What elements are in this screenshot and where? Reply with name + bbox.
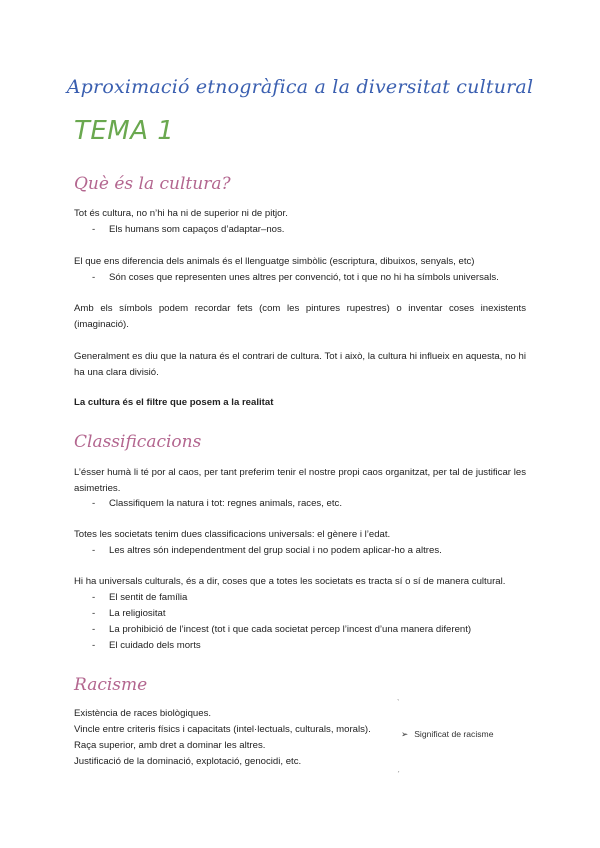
- arrow-icon: ➢: [401, 729, 409, 739]
- section-heading-cultura: Què és la cultura?: [74, 174, 231, 194]
- bullet-text: La prohibició de l’incest (tot i que cada societat percep l’incest d’una manera diferent): [109, 624, 472, 635]
- bullet-dash: -: [92, 640, 96, 651]
- bullet-item: [92, 222, 526, 238]
- document-title: Aproximació etnogràfica a la diversitat cultural: [66, 76, 534, 98]
- paragraph: Tot és cultura, no n’hi ha ni de superior ni de pitjor.: [74, 208, 288, 219]
- paragraph: Amb els símbols podem recordar fets (com les pintures rupestres) o inventar coses inexistents (imaginació).: [74, 303, 526, 330]
- paragraph-line: Existència de races biològiques.: [74, 708, 212, 719]
- paragraph: L’ésser humà li té por al caos, per tant preferim tenir el nostre propi caos organitzat, per tal de justificar les asimetries.: [74, 467, 526, 494]
- bullet-dash: -: [92, 608, 96, 619]
- bullet-item: [92, 638, 526, 654]
- bullet-text: Els humans som capaços d’adaptar–nos.: [109, 224, 285, 235]
- bullet-text: Són coses que representen unes altres per convenció, tot i que no hi ha símbols universals.: [109, 272, 499, 283]
- bullet-dash: -: [92, 498, 96, 509]
- section-heading-classificacions: Classificacions: [74, 432, 202, 452]
- bullet-text: Les altres són independentment del grup social i no podem aplicar-ho a altres.: [109, 545, 442, 556]
- paragraph: El que ens diferencia dels animals és el llenguatge simbòlic (escriptura, dibuixos, senyals, etc): [74, 256, 475, 267]
- paragraph-line: Vincle entre criteris físics i capacitats (intel·lectuals, culturals, morals).: [74, 724, 371, 735]
- brace-top-mark: ˎ: [397, 692, 400, 701]
- bullet-item: [92, 543, 526, 559]
- paragraph-line: Raça superior, amb dret a dominar les altres.: [74, 740, 266, 751]
- paragraph: Generalment es diu que la natura és el contrari de cultura. Tot i això, la cultura hi influeix en aquesta, no hi ha una clara divisió.: [74, 351, 526, 378]
- bullet-text: Classifiquem la natura i tot: regnes animals, races, etc.: [109, 498, 343, 509]
- bullet-dash: -: [92, 272, 96, 283]
- bullet-text: La religiositat: [109, 608, 166, 619]
- bullet-item: [92, 606, 526, 622]
- paragraph: Hi ha universals culturals, és a dir, coses que a totes les societats es tracta sí o sí de manera cultural.: [74, 576, 506, 587]
- bullet-dash: -: [92, 224, 96, 235]
- brace-bottom-mark: ˏ: [397, 764, 400, 773]
- bullet-item: [92, 590, 526, 606]
- side-note: [401, 729, 494, 740]
- side-note-text: Significat de racisme: [414, 729, 494, 739]
- bullet-item: [92, 270, 526, 286]
- paragraph-bold: La cultura és el filtre que posem a la realitat: [74, 397, 274, 408]
- bullet-text: El cuidado dels morts: [109, 640, 201, 651]
- section-heading-racisme: Racisme: [74, 675, 148, 695]
- bullet-text: El sentit de família: [109, 592, 188, 603]
- bullet-dash: -: [92, 545, 96, 556]
- bullet-item: [92, 496, 526, 512]
- paragraph-line: Justificació de la dominació, explotació, genocidi, etc.: [74, 756, 302, 767]
- bullet-item: [92, 622, 526, 638]
- paragraph: Totes les societats tenim dues classificacions universals: el gènere i l’edat.: [74, 529, 391, 540]
- bullet-dash: -: [92, 624, 96, 635]
- bullet-dash: -: [92, 592, 96, 603]
- tema-heading: TEMA 1: [74, 116, 175, 146]
